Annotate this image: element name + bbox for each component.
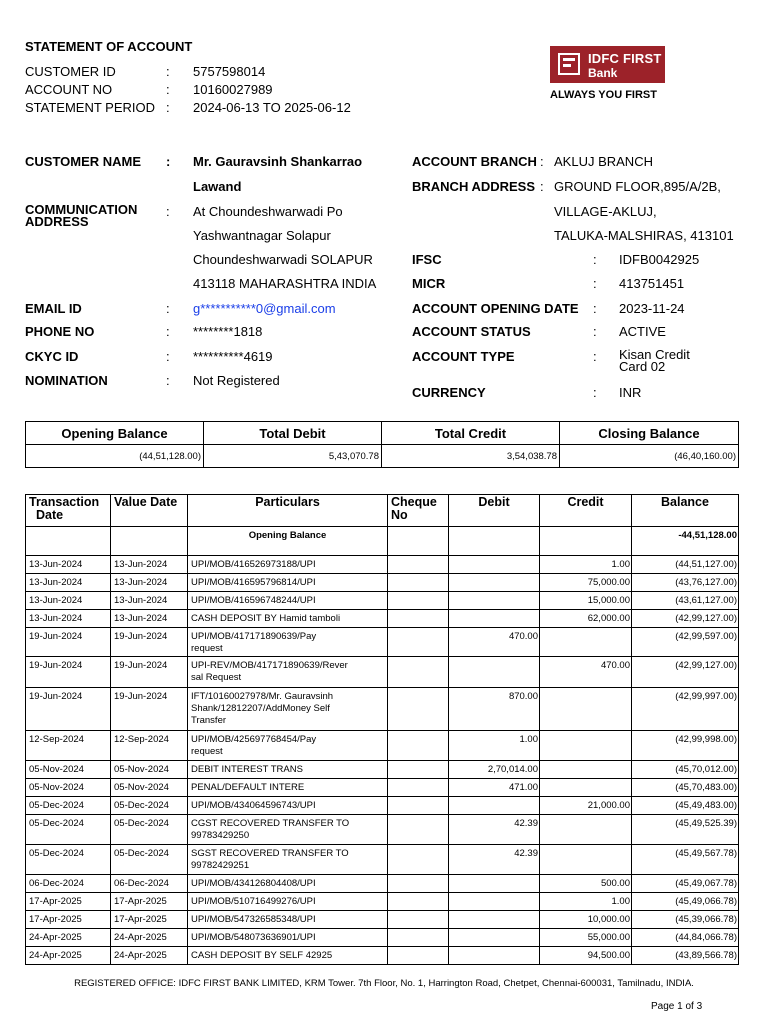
debit-amount (449, 797, 540, 815)
particulars-line: IFT/10160027978/Mr. Gauravsinh (191, 691, 334, 702)
colon: : (166, 301, 170, 316)
opening-balance-row (26, 527, 739, 556)
particulars (188, 731, 388, 761)
debit-amount: 42.39 (449, 845, 540, 875)
particulars-line: PENAL/DEFAULT INTERE (191, 782, 305, 793)
debit-amount: 870.00 (449, 688, 540, 731)
table-row (26, 657, 739, 688)
particulars-line: 99782429251 (191, 860, 250, 871)
debit-amount (449, 556, 540, 574)
transaction-date: 13-Jun-2024 (26, 610, 111, 628)
transaction-date: 05-Dec-2024 (26, 797, 111, 815)
customer-id-label: CUSTOMER ID (25, 64, 116, 79)
particulars (188, 911, 388, 929)
cheque-no (388, 657, 449, 688)
table-row (26, 779, 739, 797)
value-date: 19-Jun-2024 (111, 657, 188, 688)
col-header-transaction-date (26, 495, 111, 527)
balance-amount: (43,61,127.00) (632, 592, 739, 610)
summary-total-credit: 3,54,038.78 (382, 445, 560, 468)
account-branch-value: AKLUJ BRANCH (554, 154, 653, 169)
credit-amount: 470.00 (540, 657, 632, 688)
communication-address-label (25, 204, 137, 228)
colon: : (166, 324, 170, 339)
cheque-no (388, 815, 449, 845)
particulars-line: UPI/MOB/416526973188/UPI (191, 559, 316, 570)
credit-amount: 55,000.00 (540, 929, 632, 947)
summary-table (25, 421, 739, 468)
currency-label: CURRENCY (412, 385, 486, 400)
page-number: Page 1 of 3 (651, 1001, 703, 1012)
balance-amount: (42,99,998.00) (632, 731, 739, 761)
account-type-value (619, 349, 690, 373)
col-header-balance: Balance (632, 495, 739, 527)
cheque-no (388, 929, 449, 947)
particulars (188, 815, 388, 845)
summary-closing-balance: (46,40,160.00) (560, 445, 739, 468)
transaction-date: 24-Apr-2025 (26, 929, 111, 947)
email-label: EMAIL ID (25, 301, 82, 316)
balance-amount: (42,99,597.00) (632, 628, 739, 657)
customer-name-line1: Mr. Gauravsinh Shankarrao (193, 154, 363, 169)
cell (540, 527, 632, 556)
balance-amount: (44,51,127.00) (632, 556, 739, 574)
bank-logo-line1: IDFC FIRST (588, 51, 662, 66)
col-header-credit: Credit (540, 495, 632, 527)
cell (388, 527, 449, 556)
nomination-label: NOMINATION (25, 373, 108, 388)
cheque-no (388, 610, 449, 628)
particulars-line: UPI/MOB/425697768454/Pay (191, 734, 317, 745)
email-link[interactable]: g***********0@gmail.com (193, 301, 336, 316)
transaction-date: 19-Jun-2024 (26, 628, 111, 657)
credit-amount: 500.00 (540, 875, 632, 893)
credit-amount (540, 688, 632, 731)
particulars-line: UPI/MOB/548073636901/UPI (191, 932, 316, 943)
value-date: 12-Sep-2024 (111, 731, 188, 761)
balance-amount: (43,89,566.78) (632, 947, 739, 965)
customer-name-line2: Lawand (193, 179, 242, 194)
credit-amount: 21,000.00 (540, 797, 632, 815)
value-date: 24-Apr-2025 (111, 947, 188, 965)
value-date: 13-Jun-2024 (111, 592, 188, 610)
communication-label-line1: COMMUNICATION (25, 202, 138, 217)
balance-amount: (43,76,127.00) (632, 574, 739, 592)
branch-address-line1: GROUND FLOOR,895/A/2B, (554, 179, 721, 194)
debit-amount: 471.00 (449, 779, 540, 797)
particulars (188, 893, 388, 911)
value-date: 05-Dec-2024 (111, 815, 188, 845)
table-row (26, 947, 739, 965)
transaction-date: 17-Apr-2025 (26, 911, 111, 929)
transaction-date: 13-Jun-2024 (26, 556, 111, 574)
cell (449, 527, 540, 556)
account-no-label: ACCOUNT NO (25, 82, 113, 97)
value-date: 13-Jun-2024 (111, 574, 188, 592)
branch-address-label: BRANCH ADDRESS (412, 179, 536, 194)
credit-amount: 10,000.00 (540, 911, 632, 929)
col-header-debit: Debit (449, 495, 540, 527)
particulars (188, 592, 388, 610)
credit-amount: 75,000.00 (540, 574, 632, 592)
value-date: 24-Apr-2025 (111, 929, 188, 947)
account-type-line1: Kisan Credit (619, 347, 690, 362)
credit-amount: 15,000.00 (540, 592, 632, 610)
credit-amount (540, 845, 632, 875)
table-row (26, 610, 739, 628)
table-row (26, 815, 739, 845)
credit-amount (540, 761, 632, 779)
transaction-date: 05-Nov-2024 (26, 779, 111, 797)
credit-amount: 94,500.00 (540, 947, 632, 965)
ckyc-label: CKYC ID (25, 349, 79, 364)
particulars (188, 929, 388, 947)
particulars-line: 99783429250 (191, 830, 250, 841)
colon: : (166, 64, 170, 79)
credit-amount (540, 815, 632, 845)
debit-amount (449, 574, 540, 592)
value-date: 13-Jun-2024 (111, 610, 188, 628)
particulars-line: UPI-REV/MOB/417171890639/Rever (191, 660, 348, 671)
particulars-line: UPI/MOB/510716499276/UPI (191, 896, 316, 907)
balance-amount: (42,99,997.00) (632, 688, 739, 731)
colon: : (166, 373, 170, 388)
customer-id-value: 5757598014 (193, 64, 266, 79)
transaction-date: 05-Dec-2024 (26, 845, 111, 875)
particulars (188, 628, 388, 657)
value-date: 05-Nov-2024 (111, 779, 188, 797)
value-date: 19-Jun-2024 (111, 688, 188, 731)
colon: : (593, 349, 597, 364)
colon: : (593, 276, 597, 291)
debit-amount (449, 875, 540, 893)
credit-amount (540, 628, 632, 657)
transaction-date: 13-Jun-2024 (26, 574, 111, 592)
ifsc-value: IDFB0042925 (619, 252, 700, 267)
particulars (188, 761, 388, 779)
balance-amount: (45,49,066.78) (632, 893, 739, 911)
account-status-label: ACCOUNT STATUS (412, 324, 531, 339)
balance-amount: (45,70,483.00) (632, 779, 739, 797)
col-header-cheque-line2: No (391, 508, 408, 522)
particulars-line: CASH DEPOSIT BY SELF 42925 (191, 950, 333, 961)
debit-amount (449, 911, 540, 929)
colon: : (166, 82, 170, 97)
table-row (26, 731, 739, 761)
cell (26, 527, 111, 556)
particulars-line: request (191, 643, 223, 654)
balance-amount: (42,99,127.00) (632, 657, 739, 688)
debit-amount: 42.39 (449, 815, 540, 845)
col-header-cheque-line1: Cheque (391, 495, 437, 509)
debit-amount (449, 947, 540, 965)
account-type-label: ACCOUNT TYPE (412, 349, 515, 364)
col-header-txn-line2: Date (36, 508, 64, 522)
particulars-line: UPI/MOB/417171890639/Pay (191, 631, 317, 642)
summary-header-debit: Total Debit (204, 422, 382, 445)
table-row (26, 688, 739, 731)
table-row (26, 574, 739, 592)
phone-value: ********1818 (193, 324, 263, 339)
table-row (26, 845, 739, 875)
account-status-value: ACTIVE (619, 324, 666, 339)
value-date: 19-Jun-2024 (111, 628, 188, 657)
debit-amount (449, 592, 540, 610)
particulars (188, 657, 388, 688)
cheque-no (388, 845, 449, 875)
cheque-no (388, 556, 449, 574)
cheque-no (388, 592, 449, 610)
particulars-line: CGST RECOVERED TRANSFER TO (191, 818, 350, 829)
ckyc-value: **********4619 (193, 349, 273, 364)
transaction-date: 19-Jun-2024 (26, 688, 111, 731)
credit-amount (540, 731, 632, 761)
micr-value: 413751451 (619, 276, 685, 291)
balance-amount: (45,39,066.78) (632, 911, 739, 929)
particulars (188, 845, 388, 875)
statement-period-value: 2024-06-13 TO 2025-06-12 (193, 100, 351, 115)
address-line3: Choundeshwarwadi SOLAPUR (193, 252, 373, 267)
particulars (188, 947, 388, 965)
particulars (188, 688, 388, 731)
table-row (26, 875, 739, 893)
statement-period-label: STATEMENT PERIOD (25, 100, 156, 115)
cheque-no (388, 797, 449, 815)
credit-amount: 1.00 (540, 893, 632, 911)
particulars-line: request (191, 746, 223, 757)
particulars-line: Shank/12812207/AddMoney Self (191, 703, 330, 714)
balance-amount: (45,49,483.00) (632, 797, 739, 815)
value-date: 06-Dec-2024 (111, 875, 188, 893)
registered-office-footer: REGISTERED OFFICE: IDFC FIRST BANK LIMITED, KRM Tower. 7th Floor, No. 1, Harrington Road, Chetpet, Chennai-600031, Tamilnadu, INDIA. (74, 978, 694, 989)
credit-amount: 62,000.00 (540, 610, 632, 628)
transaction-date: 13-Jun-2024 (26, 592, 111, 610)
particulars-line: UPI/MOB/434126804408/UPI (191, 878, 316, 889)
nomination-value: Not Registered (193, 373, 280, 388)
cheque-no (388, 875, 449, 893)
particulars-line: SGST RECOVERED TRANSFER TO (191, 848, 349, 859)
branch-address-line3: TALUKA-MALSHIRAS, 413101 (554, 228, 734, 243)
debit-amount (449, 610, 540, 628)
cheque-no (388, 761, 449, 779)
transaction-date: 05-Nov-2024 (26, 761, 111, 779)
table-row (26, 556, 739, 574)
particulars-line: Transfer (191, 715, 227, 726)
debit-amount (449, 893, 540, 911)
account-opening-date-value: 2023-11-24 (619, 301, 685, 316)
col-header-cheque-no (388, 495, 449, 527)
table-row (26, 911, 739, 929)
transaction-date: 24-Apr-2025 (26, 947, 111, 965)
bank-logo (550, 46, 665, 83)
colon: : (540, 179, 544, 194)
particulars-line: sal Request (191, 672, 242, 683)
summary-total-debit: 5,43,070.78 (204, 445, 382, 468)
debit-amount: 470.00 (449, 628, 540, 657)
colon: : (593, 324, 597, 339)
cheque-no (388, 731, 449, 761)
particulars-line: CASH DEPOSIT BY Hamid tamboli (191, 613, 341, 624)
balance-amount: (45,49,567.78) (632, 845, 739, 875)
summary-header-closing: Closing Balance (560, 422, 739, 445)
colon: : (540, 154, 544, 169)
colon: : (166, 349, 170, 364)
customer-name-label: CUSTOMER NAME (25, 154, 142, 169)
bank-tagline: ALWAYS YOU FIRST (550, 89, 657, 101)
transactions-table (25, 494, 739, 965)
table-row (26, 592, 739, 610)
statement-title: STATEMENT OF ACCOUNT (25, 39, 193, 54)
value-date: 05-Nov-2024 (111, 761, 188, 779)
micr-label: MICR (412, 276, 446, 291)
particulars (188, 574, 388, 592)
particulars-line: UPI/MOB/547326585348/UPI (191, 914, 316, 925)
cheque-no (388, 688, 449, 731)
table-row (26, 929, 739, 947)
value-date: 05-Dec-2024 (111, 797, 188, 815)
particulars (188, 610, 388, 628)
credit-amount: 1.00 (540, 556, 632, 574)
address-line1: At Choundeshwarwadi Po (193, 204, 343, 219)
transaction-date: 06-Dec-2024 (26, 875, 111, 893)
particulars-line: UPI/MOB/416596748244/UPI (191, 595, 316, 606)
cheque-no (388, 574, 449, 592)
col-header-txn-line1: Transaction (29, 495, 100, 509)
credit-amount (540, 779, 632, 797)
transaction-date: 12-Sep-2024 (26, 731, 111, 761)
col-header-value-date: Value Date (111, 495, 188, 527)
summary-opening-balance: (44,51,128.00) (26, 445, 204, 468)
summary-header-opening: Opening Balance (26, 422, 204, 445)
debit-amount: 2,70,014.00 (449, 761, 540, 779)
debit-amount (449, 657, 540, 688)
account-branch-label: ACCOUNT BRANCH (412, 154, 537, 169)
value-date: 17-Apr-2025 (111, 911, 188, 929)
table-row (26, 893, 739, 911)
balance-amount: (44,84,066.78) (632, 929, 739, 947)
value-date: 17-Apr-2025 (111, 893, 188, 911)
colon: : (593, 385, 597, 400)
cheque-no (388, 628, 449, 657)
debit-amount (449, 929, 540, 947)
table-row (26, 797, 739, 815)
ifsc-label: IFSC (412, 252, 442, 267)
currency-value: INR (619, 385, 642, 400)
colon: : (166, 154, 171, 169)
transaction-date: 19-Jun-2024 (26, 657, 111, 688)
particulars-line: UPI/MOB/434064596743/UPI (191, 800, 316, 811)
address-line4: 413118 MAHARASHTRA INDIA (193, 276, 377, 291)
cheque-no (388, 947, 449, 965)
balance-amount: (45,49,525.39) (632, 815, 739, 845)
balance-amount: (45,49,067.78) (632, 875, 739, 893)
table-row (26, 628, 739, 657)
colon: : (166, 204, 170, 219)
value-date: 05-Dec-2024 (111, 845, 188, 875)
particulars (188, 556, 388, 574)
particulars (188, 875, 388, 893)
address-line2: Yashwantnagar Solapur (193, 228, 331, 243)
debit-amount: 1.00 (449, 731, 540, 761)
account-opening-date-label: ACCOUNT OPENING DATE (412, 301, 579, 316)
colon: : (593, 252, 597, 267)
account-type-line2: Card 02 (619, 359, 666, 374)
opening-balance-value: -44,51,128.00 (632, 527, 739, 556)
communication-label-line2: ADDRESS (25, 214, 89, 229)
phone-label: PHONE NO (25, 324, 95, 339)
bank-logo-line2: Bank (588, 66, 618, 80)
table-row (26, 761, 739, 779)
cheque-no (388, 779, 449, 797)
particulars-line: DEBIT INTEREST TRANS (191, 764, 303, 775)
cell (111, 527, 188, 556)
colon: : (166, 100, 170, 115)
balance-amount: (45,70,012.00) (632, 761, 739, 779)
opening-balance-label: Opening Balance (188, 527, 388, 556)
col-header-particulars: Particulars (188, 495, 388, 527)
colon: : (593, 301, 597, 316)
summary-header-credit: Total Credit (382, 422, 560, 445)
particulars (188, 797, 388, 815)
cheque-no (388, 911, 449, 929)
value-date: 13-Jun-2024 (111, 556, 188, 574)
balance-amount: (42,99,127.00) (632, 610, 739, 628)
transaction-date: 05-Dec-2024 (26, 815, 111, 845)
transaction-date: 17-Apr-2025 (26, 893, 111, 911)
particulars-line: UPI/MOB/416595796814/UPI (191, 577, 316, 588)
branch-address-line2: VILLAGE-AKLUJ, (554, 204, 657, 219)
cheque-no (388, 893, 449, 911)
account-no-value: 10160027989 (193, 82, 273, 97)
bank-logo-icon (558, 53, 580, 75)
particulars (188, 779, 388, 797)
